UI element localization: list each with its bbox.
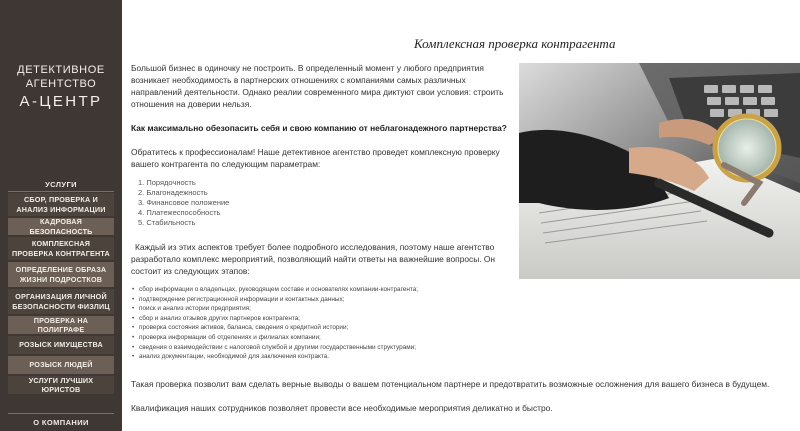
list-item: 5. Стабильность <box>138 218 196 227</box>
brand-name: А-ЦЕНТР <box>19 93 103 110</box>
brand-line-1: ДЕТЕКТИВНОЕ <box>17 64 105 76</box>
list-item: 3. Финансовое положение <box>138 198 230 207</box>
magnifying-glass-photo <box>519 63 800 279</box>
sidebar-item-lawyers[interactable]: УСЛУГИ ЛУЧШИХ ЮРИСТОВ <box>8 376 114 394</box>
list-item: • сбор информации о владельцах, руководящем составе и основателях компании-контрагента; <box>132 285 418 295</box>
conclusion-paragraph: Такая проверка позволит вам сделать верные выводы о вашем потенциальном партнере и предотвратить возможные осложнения для вашего бизнеса в будущем. <box>131 379 770 389</box>
brand-logo[interactable] <box>0 64 122 111</box>
divider <box>8 413 114 414</box>
list-item: • сведения о взаимодействии с налоговой службой и другими государственными структурами; <box>132 343 418 353</box>
question-paragraph: Как максимально обезопасить себя и свою компанию от неблагонадежного партнерства? <box>131 123 507 133</box>
list-item: 4. Платежеспособность <box>138 208 221 217</box>
sidebar-item-hr-security[interactable]: КАДРОВАЯ БЕЗОПАСНОСТЬ <box>8 218 114 235</box>
brand-line-2: АГЕНТСТВО <box>25 78 97 90</box>
list-item: 2. Благонадежность <box>138 188 208 197</box>
about-company-heading[interactable]: О КОМПАНИИ <box>33 418 89 427</box>
sidebar-item-personal-security[interactable]: ОРГАНИЗАЦИЯ ЛИЧНОЙ БЕЗОПАСНОСТИ ФИЗЛИЦ <box>8 289 114 314</box>
closing-paragraph: Квалификация наших сотрудников позволяет провести все необходимые мероприятия деликатно и быстро. <box>131 403 553 413</box>
list-item: 1. Порядочность <box>138 178 196 187</box>
appeal-paragraph: Обратитесь к профессионалам! Наше детективное агентство проведет комплексную проверку вашего контрагента по следующим параметрам: <box>131 147 500 169</box>
sidebar-item-property-search[interactable]: РОЗЫСК ИМУЩЕСТВА <box>8 336 114 354</box>
intro-paragraph: Большой бизнес в одиночку не построить. В определенный момент у любого предприятия возникает необходимость в партнерских отношениях с компаниями самых различных направлений деятельности. Однако реалии современного мира диктуют свои условия: строить отношения на доверии нельзя. <box>131 63 504 109</box>
page-title: Комплексная проверка контрагента <box>414 36 616 51</box>
stages-list <box>132 285 418 362</box>
list-item: • анализ документации, необходимой для заключения контракта. <box>132 352 418 362</box>
sidebar-item-counterparty-check[interactable]: КОМПЛЕКСНАЯ ПРОВЕРКА КОНТРАГЕНТА <box>8 237 114 260</box>
list-item: • проверка состояния активов, баланса, сведения о кредитной истории; <box>132 323 418 333</box>
sidebar <box>0 0 122 431</box>
list-item: • сбор и анализ отзывов других партнеров контрагента; <box>132 314 418 324</box>
sidebar-item-people-search[interactable]: РОЗЫСК ЛЮДЕЙ <box>8 356 114 374</box>
services-menu <box>8 193 114 396</box>
stages-intro-paragraph: Каждый из этих аспектов требует более подробного исследования, поэтому наше агентство разработало комплекс мероприятий, позволяющий найти ответы на важнейшие вопросы. Он состоит из следующих этапов: <box>131 242 496 276</box>
services-heading: УСЛУГИ <box>45 180 77 189</box>
list-item: • поиск и анализ истории предприятия; <box>132 304 418 314</box>
magnifying-glass-icon <box>519 63 800 279</box>
divider <box>8 191 114 192</box>
parameters-list <box>138 178 229 228</box>
sidebar-item-polygraph[interactable]: ПРОВЕРКА НА ПОЛИГРАФЕ <box>8 316 114 334</box>
sidebar-item-info-analysis[interactable]: СБОР, ПРОВЕРКА И АНАЛИЗ ИНФОРМАЦИИ <box>8 193 114 216</box>
list-item: • проверка информации об отделениях и филиалах компании; <box>132 333 418 343</box>
sidebar-item-teen-lifestyle[interactable]: ОПРЕДЕЛЕНИЕ ОБРАЗА ЖИЗНИ ПОДРОСТКОВ <box>8 262 114 287</box>
list-item: • подтверждение регистрационной информации и контактных данных; <box>132 295 418 305</box>
